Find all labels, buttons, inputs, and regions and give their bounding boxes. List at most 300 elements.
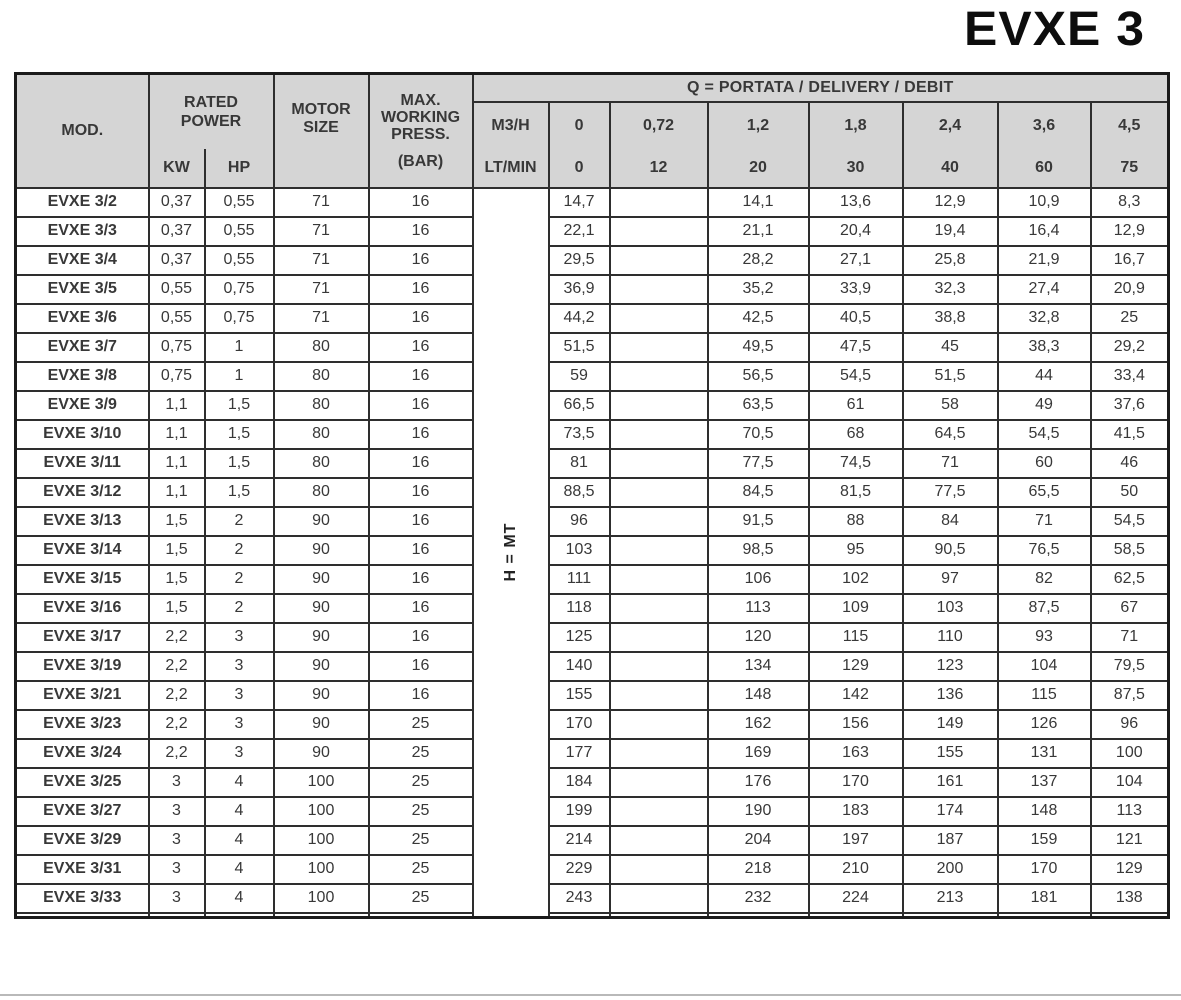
col-header-motor-size bbox=[274, 74, 369, 188]
hp-cell: 0,55 bbox=[205, 217, 274, 246]
head-value-cell: 54,5 bbox=[998, 420, 1091, 449]
header-row-ltmin bbox=[16, 149, 1169, 188]
col-header-rated-power bbox=[149, 74, 274, 149]
head-value-cell: 50 bbox=[1091, 478, 1169, 507]
hp-cell: 4 bbox=[205, 884, 274, 913]
model-cell: EVXE 3/11 bbox=[16, 449, 149, 478]
motor-size-cell: 90 bbox=[274, 507, 369, 536]
head-value-cell bbox=[610, 565, 708, 594]
max-press-cell: 16 bbox=[369, 333, 473, 362]
head-value-cell: 156 bbox=[809, 710, 903, 739]
head-value-cell: 140 bbox=[549, 652, 610, 681]
head-value-cell bbox=[610, 275, 708, 304]
head-value-cell: 96 bbox=[549, 507, 610, 536]
head-value-cell: 88,5 bbox=[549, 478, 610, 507]
head-value-cell: 243 bbox=[549, 884, 610, 913]
max-press-label: MAX. WORKING PRESS. bbox=[380, 91, 461, 143]
head-value-cell: 87,5 bbox=[1091, 681, 1169, 710]
head-value-cell bbox=[610, 797, 708, 826]
model-cell: EVXE 3/31 bbox=[16, 855, 149, 884]
hp-cell: 1,5 bbox=[205, 449, 274, 478]
footer-strip-cell bbox=[1091, 913, 1169, 918]
head-value-cell bbox=[610, 478, 708, 507]
head-value-cell: 111 bbox=[549, 565, 610, 594]
head-value-cell: 33,4 bbox=[1091, 362, 1169, 391]
hp-cell: 0,55 bbox=[205, 188, 274, 217]
motor-size-cell: 80 bbox=[274, 333, 369, 362]
head-value-cell: 65,5 bbox=[998, 478, 1091, 507]
table-row bbox=[16, 768, 1169, 797]
max-press-cell: 16 bbox=[369, 246, 473, 275]
kw-cell: 2,2 bbox=[149, 623, 205, 652]
head-value-cell: 25,8 bbox=[903, 246, 998, 275]
page-bottom-rule bbox=[0, 994, 1181, 996]
kw-cell: 0,37 bbox=[149, 217, 205, 246]
kw-cell: 2,2 bbox=[149, 710, 205, 739]
max-press-cell: 25 bbox=[369, 710, 473, 739]
head-value-cell: 77,5 bbox=[708, 449, 809, 478]
footer-strip-cell bbox=[903, 913, 998, 918]
head-value-cell: 155 bbox=[903, 739, 998, 768]
head-value-cell: 106 bbox=[708, 565, 809, 594]
table-row bbox=[16, 855, 1169, 884]
head-value-cell: 58,5 bbox=[1091, 536, 1169, 565]
table-row bbox=[16, 246, 1169, 275]
model-cell: EVXE 3/15 bbox=[16, 565, 149, 594]
head-value-cell: 29,5 bbox=[549, 246, 610, 275]
head-value-cell: 104 bbox=[1091, 768, 1169, 797]
head-value-cell: 21,1 bbox=[708, 217, 809, 246]
head-value-cell: 21,9 bbox=[998, 246, 1091, 275]
head-value-cell: 136 bbox=[903, 681, 998, 710]
col-header-max-press bbox=[369, 74, 473, 188]
head-value-cell: 79,5 bbox=[1091, 652, 1169, 681]
head-value-cell: 113 bbox=[708, 594, 809, 623]
head-value-cell: 8,3 bbox=[1091, 188, 1169, 217]
head-value-cell: 95 bbox=[809, 536, 903, 565]
motor-size-cell: 80 bbox=[274, 478, 369, 507]
max-press-cell: 16 bbox=[369, 188, 473, 217]
footer-strip-cell bbox=[369, 913, 473, 918]
max-press-cell: 25 bbox=[369, 826, 473, 855]
head-value-cell: 38,8 bbox=[903, 304, 998, 333]
model-cell: EVXE 3/29 bbox=[16, 826, 149, 855]
m3h-value-cell: 3,6 bbox=[998, 102, 1091, 149]
model-cell: EVXE 3/13 bbox=[16, 507, 149, 536]
head-value-cell: 84,5 bbox=[708, 478, 809, 507]
footer-strip-cell bbox=[16, 913, 149, 918]
head-value-cell: 161 bbox=[903, 768, 998, 797]
head-value-cell: 137 bbox=[998, 768, 1091, 797]
head-value-cell: 170 bbox=[549, 710, 610, 739]
head-value-cell: 54,5 bbox=[1091, 507, 1169, 536]
hp-cell: 1 bbox=[205, 362, 274, 391]
motor-size-cell: 71 bbox=[274, 275, 369, 304]
kw-cell: 3 bbox=[149, 855, 205, 884]
head-value-cell: 174 bbox=[903, 797, 998, 826]
m3h-value-cell: 2,4 bbox=[903, 102, 998, 149]
head-value-cell: 32,3 bbox=[903, 275, 998, 304]
head-value-cell: 27,4 bbox=[998, 275, 1091, 304]
head-value-cell: 47,5 bbox=[809, 333, 903, 362]
footer-strip-row bbox=[16, 913, 1169, 918]
head-value-cell: 115 bbox=[998, 681, 1091, 710]
table-row bbox=[16, 217, 1169, 246]
head-value-cell: 110 bbox=[903, 623, 998, 652]
table-row bbox=[16, 304, 1169, 333]
kw-cell: 1,1 bbox=[149, 449, 205, 478]
hp-cell: 0,75 bbox=[205, 275, 274, 304]
head-value-cell: 33,9 bbox=[809, 275, 903, 304]
head-value-cell: 131 bbox=[998, 739, 1091, 768]
head-value-cell: 169 bbox=[708, 739, 809, 768]
hp-cell: 3 bbox=[205, 681, 274, 710]
table-row bbox=[16, 391, 1169, 420]
head-value-cell: 44 bbox=[998, 362, 1091, 391]
head-value-cell: 29,2 bbox=[1091, 333, 1169, 362]
motor-size-cell: 90 bbox=[274, 739, 369, 768]
ltmin-label: LT/MIN bbox=[473, 149, 549, 188]
max-press-cell: 16 bbox=[369, 507, 473, 536]
footer-strip-cell bbox=[998, 913, 1091, 918]
head-value-cell: 46 bbox=[1091, 449, 1169, 478]
head-value-cell: 183 bbox=[809, 797, 903, 826]
kw-cell: 1,5 bbox=[149, 536, 205, 565]
kw-cell: 1,1 bbox=[149, 391, 205, 420]
head-value-cell: 91,5 bbox=[708, 507, 809, 536]
hp-cell: 1,5 bbox=[205, 391, 274, 420]
max-press-cell: 16 bbox=[369, 391, 473, 420]
max-press-cell: 25 bbox=[369, 855, 473, 884]
head-value-cell: 87,5 bbox=[998, 594, 1091, 623]
hp-cell: 4 bbox=[205, 855, 274, 884]
kw-cell: 3 bbox=[149, 884, 205, 913]
table-row bbox=[16, 188, 1169, 217]
max-press-cell: 16 bbox=[369, 449, 473, 478]
motor-size-cell: 100 bbox=[274, 884, 369, 913]
ltmin-value-cell: 30 bbox=[809, 149, 903, 188]
head-value-cell: 159 bbox=[998, 826, 1091, 855]
kw-cell: 2,2 bbox=[149, 739, 205, 768]
head-value-cell: 45 bbox=[903, 333, 998, 362]
head-value-cell: 109 bbox=[809, 594, 903, 623]
head-value-cell: 190 bbox=[708, 797, 809, 826]
table-row bbox=[16, 884, 1169, 913]
hp-cell: 1 bbox=[205, 333, 274, 362]
head-value-cell: 199 bbox=[549, 797, 610, 826]
motor-size-cell: 90 bbox=[274, 594, 369, 623]
motor-size-cell: 71 bbox=[274, 304, 369, 333]
head-value-cell: 56,5 bbox=[708, 362, 809, 391]
head-value-cell: 25 bbox=[1091, 304, 1169, 333]
motor-size-label: MOTOR SIZE bbox=[291, 101, 351, 136]
head-value-cell: 68 bbox=[809, 420, 903, 449]
head-value-cell: 14,7 bbox=[549, 188, 610, 217]
table-row bbox=[16, 565, 1169, 594]
head-value-cell: 200 bbox=[903, 855, 998, 884]
page-title: EVXE 3 bbox=[963, 3, 1145, 56]
head-value-cell bbox=[610, 855, 708, 884]
head-value-cell: 218 bbox=[708, 855, 809, 884]
table-header bbox=[16, 74, 1169, 188]
head-value-cell: 229 bbox=[549, 855, 610, 884]
head-value-cell bbox=[610, 304, 708, 333]
head-value-cell: 14,1 bbox=[708, 188, 809, 217]
head-value-cell: 82 bbox=[998, 565, 1091, 594]
head-value-cell: 12,9 bbox=[903, 188, 998, 217]
kw-header: KW bbox=[149, 149, 205, 188]
head-value-cell: 103 bbox=[903, 594, 998, 623]
head-value-cell bbox=[610, 449, 708, 478]
head-value-cell: 19,4 bbox=[903, 217, 998, 246]
table-row bbox=[16, 623, 1169, 652]
motor-size-cell: 90 bbox=[274, 681, 369, 710]
head-value-cell: 98,5 bbox=[708, 536, 809, 565]
head-value-cell: 77,5 bbox=[903, 478, 998, 507]
head-value-cell: 54,5 bbox=[809, 362, 903, 391]
max-press-cell: 25 bbox=[369, 797, 473, 826]
head-value-cell: 214 bbox=[549, 826, 610, 855]
head-value-cell: 149 bbox=[903, 710, 998, 739]
head-value-cell bbox=[610, 188, 708, 217]
head-value-cell: 96 bbox=[1091, 710, 1169, 739]
head-value-cell: 213 bbox=[903, 884, 998, 913]
model-cell: EVXE 3/24 bbox=[16, 739, 149, 768]
model-cell: EVXE 3/21 bbox=[16, 681, 149, 710]
table-row bbox=[16, 710, 1169, 739]
max-press-cell: 16 bbox=[369, 478, 473, 507]
kw-cell: 0,37 bbox=[149, 188, 205, 217]
head-value-cell: 62,5 bbox=[1091, 565, 1169, 594]
head-value-cell: 90,5 bbox=[903, 536, 998, 565]
model-cell: EVXE 3/7 bbox=[16, 333, 149, 362]
kw-cell: 1,5 bbox=[149, 565, 205, 594]
head-value-cell: 71 bbox=[1091, 623, 1169, 652]
table-row bbox=[16, 449, 1169, 478]
head-value-cell: 10,9 bbox=[998, 188, 1091, 217]
head-value-cell bbox=[610, 362, 708, 391]
head-value-cell bbox=[610, 217, 708, 246]
head-value-cell bbox=[610, 681, 708, 710]
head-value-cell: 70,5 bbox=[708, 420, 809, 449]
head-value-cell: 44,2 bbox=[549, 304, 610, 333]
head-value-cell: 12,9 bbox=[1091, 217, 1169, 246]
model-cell: EVXE 3/16 bbox=[16, 594, 149, 623]
head-value-cell: 148 bbox=[708, 681, 809, 710]
m3h-label: M3/H bbox=[473, 102, 549, 149]
head-value-cell: 232 bbox=[708, 884, 809, 913]
hp-cell: 4 bbox=[205, 768, 274, 797]
motor-size-cell: 90 bbox=[274, 652, 369, 681]
head-value-cell: 27,1 bbox=[809, 246, 903, 275]
kw-cell: 1,5 bbox=[149, 594, 205, 623]
head-value-cell: 66,5 bbox=[549, 391, 610, 420]
head-value-cell: 36,9 bbox=[549, 275, 610, 304]
footer-strip-cell bbox=[610, 913, 708, 918]
kw-cell: 0,75 bbox=[149, 333, 205, 362]
ltmin-value-cell: 12 bbox=[610, 149, 708, 188]
head-value-cell: 204 bbox=[708, 826, 809, 855]
head-value-cell bbox=[610, 739, 708, 768]
head-value-cell: 181 bbox=[998, 884, 1091, 913]
model-cell: EVXE 3/25 bbox=[16, 768, 149, 797]
head-value-cell: 58 bbox=[903, 391, 998, 420]
footer-strip-cell bbox=[549, 913, 610, 918]
table-row bbox=[16, 333, 1169, 362]
head-value-cell: 170 bbox=[998, 855, 1091, 884]
table-row bbox=[16, 826, 1169, 855]
max-press-cell: 16 bbox=[369, 420, 473, 449]
table-row bbox=[16, 681, 1169, 710]
head-value-cell: 177 bbox=[549, 739, 610, 768]
head-value-cell: 187 bbox=[903, 826, 998, 855]
head-value-cell: 142 bbox=[809, 681, 903, 710]
ltmin-value-cell: 40 bbox=[903, 149, 998, 188]
kw-cell: 1,1 bbox=[149, 478, 205, 507]
max-press-cell: 16 bbox=[369, 217, 473, 246]
head-value-cell: 138 bbox=[1091, 884, 1169, 913]
head-value-cell bbox=[610, 246, 708, 275]
footer-strip-cell bbox=[149, 913, 205, 918]
motor-size-cell: 90 bbox=[274, 623, 369, 652]
head-value-cell: 170 bbox=[809, 768, 903, 797]
hp-header: HP bbox=[205, 149, 274, 188]
motor-size-cell: 100 bbox=[274, 826, 369, 855]
max-press-cell: 25 bbox=[369, 739, 473, 768]
head-value-cell: 76,5 bbox=[998, 536, 1091, 565]
head-value-cell: 129 bbox=[1091, 855, 1169, 884]
head-value-cell: 126 bbox=[998, 710, 1091, 739]
head-value-cell bbox=[610, 884, 708, 913]
max-press-cell: 16 bbox=[369, 536, 473, 565]
head-value-cell: 176 bbox=[708, 768, 809, 797]
head-value-cell: 37,6 bbox=[1091, 391, 1169, 420]
table-row bbox=[16, 739, 1169, 768]
head-value-cell: 123 bbox=[903, 652, 998, 681]
max-press-cell: 25 bbox=[369, 768, 473, 797]
head-value-cell bbox=[610, 623, 708, 652]
ltmin-value-cell: 60 bbox=[998, 149, 1091, 188]
max-press-cell: 16 bbox=[369, 681, 473, 710]
head-value-cell bbox=[610, 768, 708, 797]
head-value-cell: 93 bbox=[998, 623, 1091, 652]
model-cell: EVXE 3/8 bbox=[16, 362, 149, 391]
model-cell: EVXE 3/23 bbox=[16, 710, 149, 739]
kw-cell: 2,2 bbox=[149, 652, 205, 681]
head-value-cell: 100 bbox=[1091, 739, 1169, 768]
head-value-cell: 197 bbox=[809, 826, 903, 855]
head-value-cell: 35,2 bbox=[708, 275, 809, 304]
ltmin-value-cell: 20 bbox=[708, 149, 809, 188]
head-value-cell: 13,6 bbox=[809, 188, 903, 217]
table-row bbox=[16, 797, 1169, 826]
model-cell: EVXE 3/9 bbox=[16, 391, 149, 420]
kw-cell: 0,75 bbox=[149, 362, 205, 391]
motor-size-cell: 100 bbox=[274, 797, 369, 826]
model-cell: EVXE 3/4 bbox=[16, 246, 149, 275]
hp-cell: 2 bbox=[205, 594, 274, 623]
head-value-cell: 49 bbox=[998, 391, 1091, 420]
kw-cell: 3 bbox=[149, 768, 205, 797]
head-value-cell: 129 bbox=[809, 652, 903, 681]
head-value-cell: 224 bbox=[809, 884, 903, 913]
h-mt-label: H = MT bbox=[473, 188, 549, 918]
head-value-cell: 32,8 bbox=[998, 304, 1091, 333]
model-cell: EVXE 3/33 bbox=[16, 884, 149, 913]
max-press-cell: 16 bbox=[369, 304, 473, 333]
kw-cell: 0,55 bbox=[149, 275, 205, 304]
model-cell: EVXE 3/14 bbox=[16, 536, 149, 565]
hp-cell: 4 bbox=[205, 826, 274, 855]
kw-cell: 3 bbox=[149, 797, 205, 826]
head-value-cell: 20,9 bbox=[1091, 275, 1169, 304]
hp-cell: 0,75 bbox=[205, 304, 274, 333]
head-value-cell: 71 bbox=[903, 449, 998, 478]
motor-size-cell: 100 bbox=[274, 855, 369, 884]
head-value-cell: 120 bbox=[708, 623, 809, 652]
model-cell: EVXE 3/2 bbox=[16, 188, 149, 217]
footer-strip-cell bbox=[809, 913, 903, 918]
col-header-mod: MOD. bbox=[16, 74, 149, 188]
max-press-cell: 16 bbox=[369, 362, 473, 391]
model-cell: EVXE 3/5 bbox=[16, 275, 149, 304]
head-value-cell: 134 bbox=[708, 652, 809, 681]
head-value-cell: 16,7 bbox=[1091, 246, 1169, 275]
head-value-cell: 64,5 bbox=[903, 420, 998, 449]
hp-cell: 3 bbox=[205, 623, 274, 652]
motor-size-cell: 90 bbox=[274, 710, 369, 739]
max-press-cell: 16 bbox=[369, 275, 473, 304]
motor-size-cell: 90 bbox=[274, 565, 369, 594]
model-cell: EVXE 3/17 bbox=[16, 623, 149, 652]
head-value-cell: 84 bbox=[903, 507, 998, 536]
head-value-cell: 63,5 bbox=[708, 391, 809, 420]
head-value-cell: 155 bbox=[549, 681, 610, 710]
head-value-cell: 118 bbox=[549, 594, 610, 623]
head-value-cell: 40,5 bbox=[809, 304, 903, 333]
model-cell: EVXE 3/10 bbox=[16, 420, 149, 449]
footer-strip-cell bbox=[205, 913, 274, 918]
table-row bbox=[16, 420, 1169, 449]
table-row bbox=[16, 275, 1169, 304]
head-value-cell: 41,5 bbox=[1091, 420, 1169, 449]
head-value-cell: 163 bbox=[809, 739, 903, 768]
motor-size-cell: 100 bbox=[274, 768, 369, 797]
head-value-cell: 16,4 bbox=[998, 217, 1091, 246]
footer-strip-cell bbox=[274, 913, 369, 918]
table-row bbox=[16, 536, 1169, 565]
head-value-cell: 71 bbox=[998, 507, 1091, 536]
head-value-cell: 97 bbox=[903, 565, 998, 594]
max-press-cell: 16 bbox=[369, 565, 473, 594]
kw-cell: 3 bbox=[149, 826, 205, 855]
max-press-cell: 16 bbox=[369, 623, 473, 652]
head-value-cell: 125 bbox=[549, 623, 610, 652]
head-value-cell: 28,2 bbox=[708, 246, 809, 275]
table-row bbox=[16, 478, 1169, 507]
head-value-cell: 102 bbox=[809, 565, 903, 594]
kw-cell: 0,37 bbox=[149, 246, 205, 275]
m3h-value-cell: 0 bbox=[549, 102, 610, 149]
model-cell: EVXE 3/12 bbox=[16, 478, 149, 507]
model-cell: EVXE 3/19 bbox=[16, 652, 149, 681]
kw-cell: 1,5 bbox=[149, 507, 205, 536]
rated-power-label: RATED POWER bbox=[180, 93, 242, 130]
head-value-cell: 81 bbox=[549, 449, 610, 478]
head-value-cell: 184 bbox=[549, 768, 610, 797]
max-press-cell: 25 bbox=[369, 884, 473, 913]
motor-size-cell: 80 bbox=[274, 391, 369, 420]
